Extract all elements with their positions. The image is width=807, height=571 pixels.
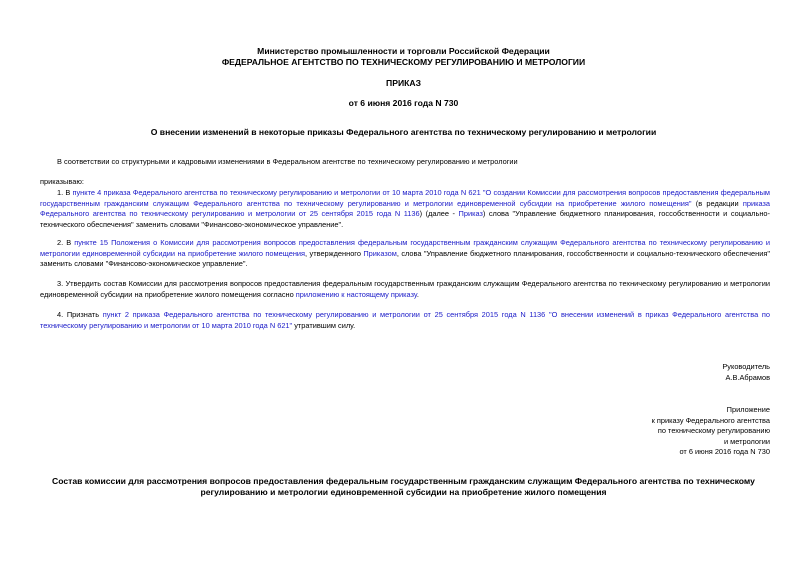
item-3-text-b: . — [416, 289, 419, 299]
appendix-reference — [560, 405, 770, 458]
ministry-name: Министерство промышленности и торговли Российской Федерации — [257, 46, 550, 56]
order-item-3 — [40, 279, 770, 300]
appendix-ref-line-4: и метрологии — [723, 436, 770, 446]
signature-role: Руководитель — [722, 362, 770, 371]
document-type: ПРИКАЗ — [386, 78, 421, 88]
item-1-text-a: 1. В — [57, 188, 73, 197]
signature-name: А.В.Абрамов — [725, 372, 770, 382]
document-title: О внесении изменений в некоторые приказы Федерального агентства по техническому регулированию и метрологии — [150, 127, 657, 137]
appendix-title: Состав комиссии для рассмотрения вопросов предоставления федеральным государственным гражданским служащим Федерального агентства по техническому регулированию и метрологии единовременной субсидии на приобретение жилого помещения — [52, 476, 755, 497]
order-item-2 — [40, 238, 770, 270]
item-1-text-d: ) слова "Управление бюджетного планирования, госсобственности и социально-технического обеспечения" заменить словами "Финансово-экономическое управление". — [40, 209, 770, 229]
order-word: приказываю: — [40, 177, 84, 186]
item-2-link-order[interactable]: Приказом — [363, 248, 397, 258]
preamble: В соответствии со структурными и кадровыми изменениями в Федеральном агентстве по техническому регулированию и метрологии — [57, 157, 518, 166]
item-2-link-regulation[interactable]: пункте 15 Положения о Комиссии для рассмотрения вопросов предоставления федеральным государственным гражданским служащим Федерального агентства по техническому регулированию и метрологии единовременной субсидии на приобретение жилого помещения — [40, 238, 770, 258]
item-4-link-order-1136[interactable]: пункт 2 приказа Федерального агентства по техническому регулированию и метрологии от 25 сентября 2015 года N 1136 "О внесении изменений в приказ Федерального агентства по техническому регулированию и метрологии от 10 марта 2010 года N 621" — [40, 310, 770, 330]
document-date-number: от 6 июня 2016 года N 730 — [348, 98, 459, 108]
item-2-text-a: 2. В — [57, 238, 75, 247]
appendix-ref-line-2: к приказу Федерального агентства — [651, 415, 770, 425]
item-2-text-c: , слова "Управление бюджетного планирования, госсобственности и социально-технического обеспечения" заменить словами "Финансово-экономическое управление". — [40, 248, 770, 268]
item-4-text-a: 4. Признать — [57, 310, 103, 319]
item-1-link-order-1136[interactable]: приказа Федерального агентства по техническому регулированию и метрологии от 25 сентября 2015 года N 1136 — [40, 198, 770, 218]
order-item-1 — [40, 188, 770, 230]
item-1-text-c: ) (далее - — [419, 209, 459, 218]
appendix-ref-line-3: по техническому регулированию — [657, 426, 770, 435]
item-3-link-appendix[interactable]: приложению к настоящему приказу — [295, 289, 417, 299]
signature-block — [560, 362, 770, 383]
agency-name: ФЕДЕРАЛЬНОЕ АГЕНТСТВО ПО ТЕХНИЧЕСКОМУ РЕГУЛИРОВАНИЮ И МЕТРОЛОГИИ — [221, 57, 586, 67]
appendix-ref-line-1: Приложение — [726, 405, 770, 414]
item-2-text-b: , утвержденного — [305, 248, 364, 258]
appendix-ref-line-5: от 6 июня 2016 года N 730 — [679, 447, 770, 456]
item-1-link-order[interactable]: Приказ — [458, 209, 483, 218]
order-item-4 — [40, 310, 770, 331]
item-1-text-b: (в редакции — [691, 198, 743, 208]
item-4-text-b: утратившим силу. — [292, 320, 356, 330]
item-1-link-order-621[interactable]: пункте 4 приказа Федерального агентства по техническому регулированию и метрологии от 10 марта 2010 года N 621 "О создании Комиссии для рассмотрения вопросов предоставления федеральным государственным гражданским служащим Федерального агентства по техническому регулированию и метрологии единовременной субсидии на приобретение жилого помещения" — [40, 188, 770, 208]
item-3-text-a: 3. Утвердить состав Комиссии для рассмотрения вопросов предоставления федеральным государственным гражданским служащим Федерального агентства по техническому регулированию и метрологии единовременной субсидии на приобретение жилого помещения согласно — [40, 279, 770, 299]
